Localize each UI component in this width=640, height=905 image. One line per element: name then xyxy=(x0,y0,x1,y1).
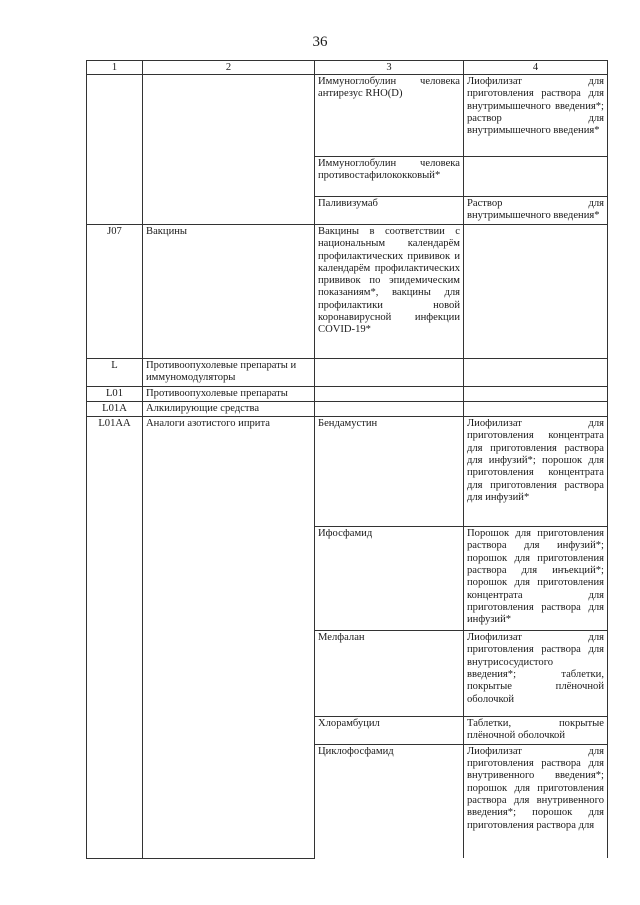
header-col-3: 3 xyxy=(315,61,464,75)
dosage-form-cell xyxy=(464,401,608,416)
dosage-form-cell xyxy=(464,225,608,359)
atc-code-cell: L01 xyxy=(87,386,143,401)
header-col-1: 1 xyxy=(87,61,143,75)
group-name-cell: Вакцины xyxy=(143,225,315,359)
group-name-cell: Противоопухолевые препараты xyxy=(143,386,315,401)
drug-name-cell: Циклофосфамид xyxy=(315,744,464,858)
dosage-form-cell: Лиофилизат для приготовления концентрата для приготовления раствора для инфузий*; порошок для приготовления концентрата для приготовления раствора для инфузий* xyxy=(464,417,608,527)
atc-code-cell: J07 xyxy=(87,225,143,359)
header-col-4: 4 xyxy=(464,61,608,75)
drug-name-cell: Иммуноглобулин человека противостафилококковый* xyxy=(315,157,464,197)
table-row xyxy=(87,359,608,387)
drug-name-cell: Паливизумаб xyxy=(315,197,464,225)
page-number: 36 xyxy=(312,34,328,50)
drug-name-cell xyxy=(315,386,464,401)
dosage-form-cell xyxy=(464,157,608,197)
drug-name-cell: Хлорамбуцил xyxy=(315,717,464,745)
group-name-cell: Алкилирующие средства xyxy=(143,401,315,416)
drug-name-cell: Мелфалан xyxy=(315,631,464,717)
dosage-form-cell: Таблетки, покрытые плёночной оболочкой xyxy=(464,717,608,745)
group-name-cell: Аналоги азотистого иприта xyxy=(143,417,315,859)
atc-code-cell xyxy=(87,75,143,225)
dosage-form-cell xyxy=(464,359,608,387)
dosage-form-cell: Лиофилизат для приготовления раствора для внутримышечного введения*; раствор для внутримышечного введения* xyxy=(464,75,608,157)
medication-table xyxy=(86,60,608,859)
group-name-cell xyxy=(143,75,315,225)
drug-name-cell xyxy=(315,359,464,387)
dosage-form-cell: Лиофилизат для приготовления раствора для внутривенного введения*; порошок для приготовления раствора для внутривенного введения*; порошок для приготовления раствора для xyxy=(464,744,608,858)
drug-name-cell: Иммуноглобулин человека антирезус RHO(D) xyxy=(315,75,464,157)
atc-code-cell: L01A xyxy=(87,401,143,416)
dosage-form-cell: Лиофилизат для приготовления раствора для внутрисосудистого введения*; таблетки, покрытые плёночной оболочкой xyxy=(464,631,608,717)
table-row xyxy=(87,386,608,401)
table-row xyxy=(87,225,608,359)
header-col-2: 2 xyxy=(143,61,315,75)
drug-name-cell xyxy=(315,401,464,416)
drug-name-cell: Вакцины в соответствии с национальным календарём профилактических прививок и календарём профилактических прививок по эпидемическим показаниям*, вакцины для профилактики новой коронавирусной инфекции COVID-19* xyxy=(315,225,464,359)
group-name-cell: Противоопухолевые препараты и иммуномодуляторы xyxy=(143,359,315,387)
dosage-form-cell xyxy=(464,386,608,401)
dosage-form-cell: Раствор для внутримышечного введения* xyxy=(464,197,608,225)
atc-code-cell: L01AA xyxy=(87,417,143,859)
table-row xyxy=(87,401,608,416)
drug-name-cell: Ифосфамид xyxy=(315,527,464,631)
table-header-row xyxy=(87,61,608,75)
table-row xyxy=(87,417,608,527)
drug-name-cell: Бендамустин xyxy=(315,417,464,527)
table-row xyxy=(87,75,608,157)
atc-code-cell: L xyxy=(87,359,143,387)
dosage-form-cell: Порошок для приготовления раствора для инфузий*; порошок для приготовления раствора для инъекций*; порошок для приготовления концентрата для приготовления раствора для инфузий* xyxy=(464,527,608,631)
